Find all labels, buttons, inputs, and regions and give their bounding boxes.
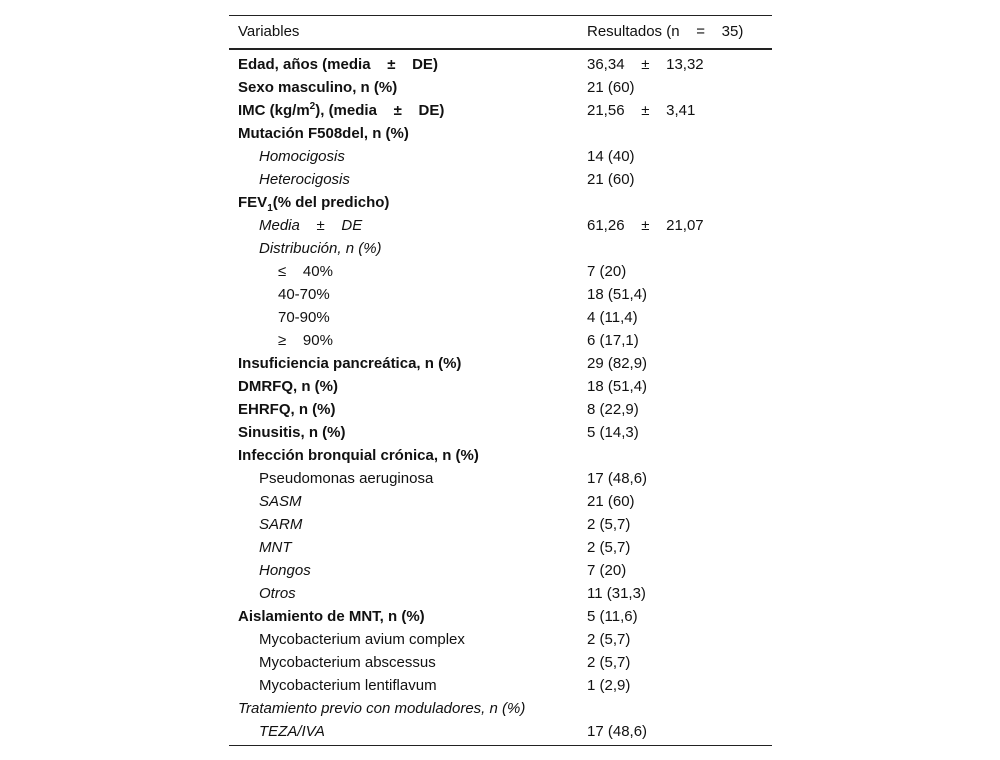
table-row bbox=[229, 720, 772, 743]
row-result: 2 (5,7) bbox=[587, 631, 631, 648]
row-result: 14 (40) bbox=[587, 148, 635, 165]
row-variable bbox=[238, 99, 444, 122]
table-row bbox=[229, 76, 772, 99]
table-row bbox=[229, 536, 772, 559]
table-row bbox=[229, 99, 772, 122]
table-row bbox=[229, 329, 772, 352]
row-result: 2 (5,7) bbox=[587, 516, 631, 533]
row-result: 61,26 ± 21,07 bbox=[587, 217, 704, 234]
row-variable: Mycobacterium abscessus bbox=[259, 654, 436, 671]
row-result: 6 (17,1) bbox=[587, 332, 639, 349]
row-result: 11 (31,3) bbox=[587, 585, 646, 602]
table-row bbox=[229, 513, 772, 536]
row-result: 21 (60) bbox=[587, 79, 635, 96]
row-result: 2 (5,7) bbox=[587, 654, 631, 671]
row-variable: Pseudomonas aeruginosa bbox=[259, 470, 434, 487]
row-variable: 40-70% bbox=[278, 286, 330, 303]
table-row bbox=[229, 352, 772, 375]
row-variable bbox=[238, 191, 389, 214]
table-row bbox=[229, 283, 772, 306]
row-variable: SARM bbox=[259, 516, 303, 533]
row-variable-part: ), (media ± DE) bbox=[315, 102, 445, 119]
row-variable-part: IMC (kg/m bbox=[238, 102, 310, 119]
table-row bbox=[229, 53, 772, 76]
row-variable: Aislamiento de MNT, n (%) bbox=[238, 608, 425, 625]
row-result: 8 (22,9) bbox=[587, 401, 639, 418]
table-row bbox=[229, 674, 772, 697]
row-variable: DMRFQ, n (%) bbox=[238, 378, 338, 395]
table-row bbox=[229, 237, 772, 260]
row-variable: MNT bbox=[259, 539, 292, 556]
row-result: 29 (82,9) bbox=[587, 355, 648, 372]
row-variable: Hongos bbox=[259, 562, 311, 579]
table-row bbox=[229, 467, 772, 490]
table-row bbox=[229, 191, 772, 214]
header-results: Resultados (n = 35) bbox=[587, 23, 744, 40]
row-result: 2 (5,7) bbox=[587, 539, 631, 556]
row-variable: ≤ 40% bbox=[278, 263, 333, 280]
row-variable: Sinusitis, n (%) bbox=[238, 424, 346, 441]
table-row bbox=[229, 122, 772, 145]
row-variable: Tratamiento previo con moduladores, n (%) bbox=[238, 700, 526, 717]
row-variable-subscript: 1 bbox=[267, 203, 273, 214]
table-row bbox=[229, 214, 772, 237]
table-row bbox=[229, 559, 772, 582]
table-row bbox=[229, 398, 772, 421]
table-row bbox=[229, 375, 772, 398]
table-row bbox=[229, 697, 772, 720]
table-row bbox=[229, 490, 772, 513]
row-variable-superscript: 2 bbox=[309, 101, 316, 112]
row-result: 5 (14,3) bbox=[587, 424, 639, 441]
row-result: 1 (2,9) bbox=[587, 677, 631, 694]
row-variable: Media ± DE bbox=[259, 217, 363, 234]
row-variable: 70-90% bbox=[278, 309, 330, 326]
row-variable-part: FEV bbox=[238, 194, 268, 211]
row-result: 17 (48,6) bbox=[587, 723, 648, 740]
row-result: 18 (51,4) bbox=[587, 378, 648, 395]
row-variable: Sexo masculino, n (%) bbox=[238, 79, 398, 96]
row-variable-part: (% del predicho) bbox=[272, 194, 390, 211]
table-row bbox=[229, 260, 772, 283]
table-row bbox=[229, 444, 772, 467]
table-row bbox=[229, 145, 772, 168]
row-variable: Edad, años (media ± DE) bbox=[238, 56, 438, 73]
row-result: 4 (11,4) bbox=[587, 309, 638, 326]
row-result: 36,34 ± 13,32 bbox=[587, 56, 704, 73]
table-row bbox=[229, 421, 772, 444]
row-result: 18 (51,4) bbox=[587, 286, 648, 303]
table-body bbox=[229, 50, 772, 745]
table-row bbox=[229, 582, 772, 605]
row-result: 21,56 ± 3,41 bbox=[587, 102, 696, 119]
row-variable: EHRFQ, n (%) bbox=[238, 401, 336, 418]
results-table bbox=[229, 15, 772, 746]
header-variables: Variables bbox=[238, 23, 300, 40]
table-row bbox=[229, 168, 772, 191]
table-row bbox=[229, 306, 772, 329]
row-variable: Mutación F508del, n (%) bbox=[238, 125, 409, 142]
row-variable: Heterocigosis bbox=[259, 171, 350, 188]
row-variable: Mycobacterium avium complex bbox=[259, 631, 465, 648]
row-variable: SASM bbox=[259, 493, 302, 510]
row-result: 7 (20) bbox=[587, 562, 627, 579]
row-result: 7 (20) bbox=[587, 263, 627, 280]
row-variable: Distribución, n (%) bbox=[259, 240, 382, 257]
row-result: 21 (60) bbox=[587, 493, 635, 510]
row-variable: Infección bronquial crónica, n (%) bbox=[238, 447, 479, 464]
row-variable: TEZA/IVA bbox=[259, 723, 325, 740]
table-header bbox=[229, 16, 772, 50]
row-variable: Otros bbox=[259, 585, 296, 602]
row-variable: Homocigosis bbox=[259, 148, 345, 165]
row-result: 5 (11,6) bbox=[587, 608, 638, 625]
row-result: 17 (48,6) bbox=[587, 470, 648, 487]
row-result: 21 (60) bbox=[587, 171, 635, 188]
table-row bbox=[229, 651, 772, 674]
row-variable: ≥ 90% bbox=[278, 332, 333, 349]
row-variable: Insuficiencia pancreática, n (%) bbox=[238, 355, 462, 372]
table-row bbox=[229, 628, 772, 651]
table-row bbox=[229, 605, 772, 628]
row-variable: Mycobacterium lentiflavum bbox=[259, 677, 437, 694]
